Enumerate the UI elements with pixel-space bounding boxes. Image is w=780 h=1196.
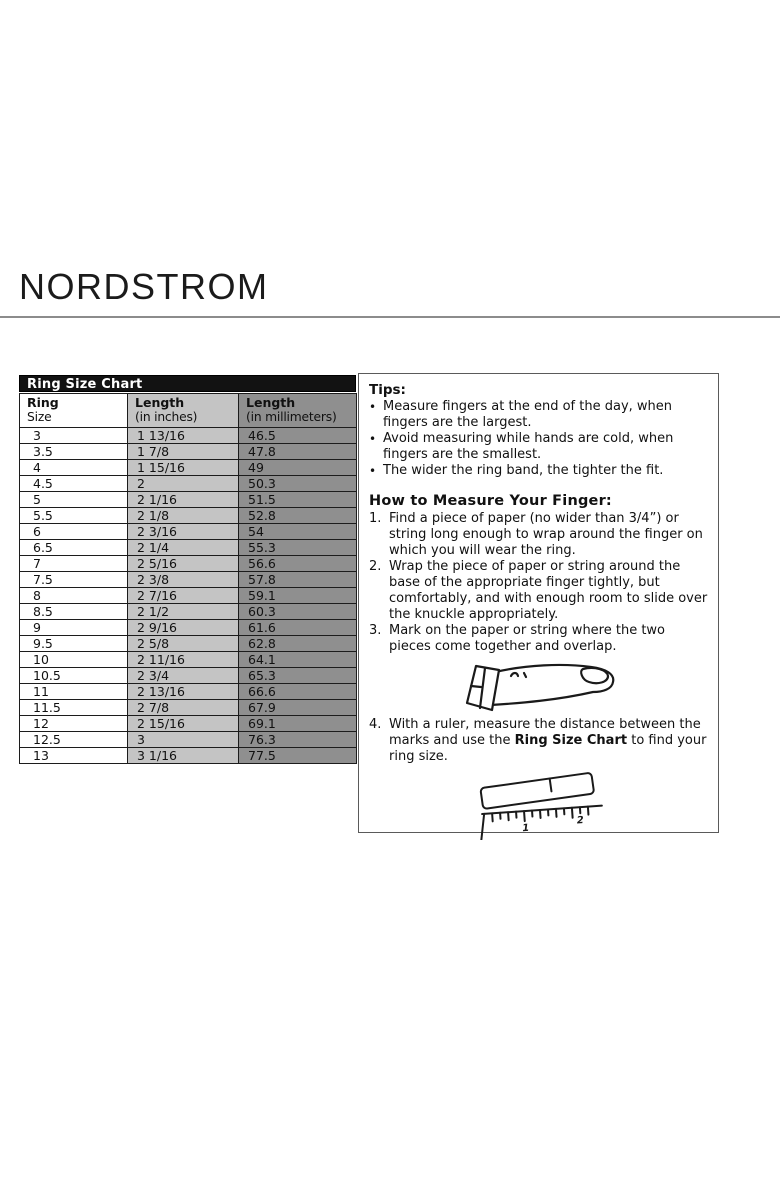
ring-size-cell: 6	[20, 524, 128, 540]
length-mm-cell: 62.8	[239, 636, 357, 652]
chart-title: Ring Size Chart	[19, 375, 356, 392]
step-text: With a ruler, measure the distance between the marks and use the Ring Size Chart to find your ring size.	[389, 717, 707, 764]
column-header-length-mm	[239, 394, 357, 428]
tip-text: Avoid measuring while hands are cold, when fingers are the smallest.	[383, 431, 674, 462]
ring-size-cell: 9	[20, 620, 128, 636]
length-inches-cell: 2 9/16	[128, 620, 239, 636]
length-mm-cell: 56.6	[239, 556, 357, 572]
length-inches-cell: 2 11/16	[128, 652, 239, 668]
table-row	[20, 524, 357, 540]
table-row	[20, 588, 357, 604]
length-mm-cell: 65.3	[239, 668, 357, 684]
column-label: Length	[135, 395, 185, 410]
step-number: 3.	[369, 623, 382, 638]
ring-size-cell: 5	[20, 492, 128, 508]
ring-size-cell: 3.5	[20, 444, 128, 460]
bullet-icon: •	[369, 464, 377, 478]
column-sublabel: (in millimeters)	[246, 410, 337, 424]
length-mm-cell: 54	[239, 524, 357, 540]
length-mm-cell: 50.3	[239, 476, 357, 492]
step-text: Find a piece of paper (no wider than 3/4”) or string long enough to wrap around the finger on which you will wear the ring.	[389, 511, 703, 558]
ring-size-chart	[19, 375, 356, 764]
length-mm-cell: 46.5	[239, 428, 357, 444]
ring-size-cell: 4.5	[20, 476, 128, 492]
nordstrom-logo: NORDSTROM	[19, 266, 269, 307]
ring-size-cell: 11.5	[20, 700, 128, 716]
ring-size-cell: 11	[20, 684, 128, 700]
length-mm-cell: 52.8	[239, 508, 357, 524]
table-row	[20, 668, 357, 684]
step-number: 2.	[369, 559, 382, 574]
table-row	[20, 428, 357, 444]
length-inches-cell: 2 3/8	[128, 572, 239, 588]
ring-size-cell: 12.5	[20, 732, 128, 748]
howto-step	[369, 717, 710, 765]
table-row	[20, 636, 357, 652]
tip-item	[369, 463, 710, 479]
finger-measure-illustration	[454, 659, 626, 715]
ring-size-cell: 3	[20, 428, 128, 444]
column-sublabel: (in inches)	[135, 410, 198, 424]
length-inches-cell: 2 3/16	[128, 524, 239, 540]
tip-item	[369, 399, 710, 431]
length-mm-cell: 76.3	[239, 732, 357, 748]
column-header-ring-size	[20, 394, 128, 428]
length-inches-cell: 1 7/8	[128, 444, 239, 460]
step-text: Wrap the piece of paper or string around the base of the appropriate finger tightly, but comfortably, and with enough room to slide over the knuckle appropriately.	[389, 559, 708, 622]
table-header-row	[20, 394, 357, 428]
length-mm-cell: 49	[239, 460, 357, 476]
instructions-panel	[358, 373, 719, 833]
length-mm-cell: 57.8	[239, 572, 357, 588]
ring-size-cell: 7.5	[20, 572, 128, 588]
length-inches-cell: 3 1/16	[128, 748, 239, 764]
length-mm-cell: 59.1	[239, 588, 357, 604]
length-inches-cell: 2 1/4	[128, 540, 239, 556]
table-row	[20, 604, 357, 620]
table-row	[20, 460, 357, 476]
table-row	[20, 540, 357, 556]
length-inches-cell: 2 1/16	[128, 492, 239, 508]
column-sublabel: Size	[27, 410, 52, 424]
table-row	[20, 508, 357, 524]
length-inches-cell: 1 15/16	[128, 460, 239, 476]
ring-size-cell: 4	[20, 460, 128, 476]
length-inches-cell: 2 7/8	[128, 700, 239, 716]
length-inches-cell: 3	[128, 732, 239, 748]
bullet-icon: •	[369, 432, 377, 446]
ring-size-cell: 8	[20, 588, 128, 604]
ring-size-table	[19, 393, 357, 764]
tip-item	[369, 431, 710, 463]
table-row	[20, 652, 357, 668]
length-mm-cell: 51.5	[239, 492, 357, 508]
table-row	[20, 700, 357, 716]
table-row	[20, 620, 357, 636]
tips-list	[369, 399, 710, 479]
length-inches-cell: 2 1/2	[128, 604, 239, 620]
ring-size-cell: 7	[20, 556, 128, 572]
ring-size-cell: 5.5	[20, 508, 128, 524]
table-row	[20, 556, 357, 572]
howto-step-4	[369, 717, 710, 765]
length-inches-cell: 2 1/8	[128, 508, 239, 524]
length-mm-cell: 67.9	[239, 700, 357, 716]
length-inches-cell: 2	[128, 476, 239, 492]
column-label: Ring	[27, 395, 59, 410]
tips-heading: Tips:	[369, 382, 406, 398]
step-number: 1.	[369, 511, 382, 526]
table-row	[20, 444, 357, 460]
ring-size-cell: 12	[20, 716, 128, 732]
ring-size-cell: 9.5	[20, 636, 128, 652]
ring-size-cell: 10	[20, 652, 128, 668]
length-inches-cell: 2 13/16	[128, 684, 239, 700]
ruler-number-1: 1	[521, 822, 530, 835]
howto-heading: How to Measure Your Finger:	[369, 493, 612, 509]
length-mm-cell: 64.1	[239, 652, 357, 668]
length-mm-cell: 69.1	[239, 716, 357, 732]
length-inches-cell: 2 5/16	[128, 556, 239, 572]
ruler-number-2: 2	[575, 814, 584, 827]
header-divider	[0, 316, 780, 318]
table-row	[20, 476, 357, 492]
ring-size-cell: 8.5	[20, 604, 128, 620]
howto-step	[369, 511, 710, 559]
howto-steps-1-3	[369, 511, 710, 655]
step-text: Mark on the paper or string where the two pieces come together and overlap.	[389, 623, 666, 654]
length-mm-cell: 55.3	[239, 540, 357, 556]
ring-size-cell: 6.5	[20, 540, 128, 556]
table-row	[20, 684, 357, 700]
bullet-icon: •	[369, 400, 377, 414]
column-label: Length	[246, 395, 296, 410]
length-mm-cell: 60.3	[239, 604, 357, 620]
length-mm-cell: 77.5	[239, 748, 357, 764]
howto-step	[369, 623, 710, 655]
table-row	[20, 572, 357, 588]
length-inches-cell: 2 15/16	[128, 716, 239, 732]
length-inches-cell: 2 5/8	[128, 636, 239, 652]
length-mm-cell: 47.8	[239, 444, 357, 460]
length-mm-cell: 61.6	[239, 620, 357, 636]
howto-step	[369, 559, 710, 623]
step-number: 4.	[369, 717, 382, 732]
length-mm-cell: 66.6	[239, 684, 357, 700]
length-inches-cell: 1 13/16	[128, 428, 239, 444]
tip-text: The wider the ring band, the tighter the fit.	[383, 463, 664, 478]
table-row	[20, 716, 357, 732]
length-inches-cell: 2 7/16	[128, 588, 239, 604]
column-header-length-inches	[128, 394, 239, 428]
table-row	[20, 732, 357, 748]
table-row	[20, 492, 357, 508]
ring-size-cell: 13	[20, 748, 128, 764]
table-row	[20, 748, 357, 764]
ring-size-cell: 10.5	[20, 668, 128, 684]
tip-text: Measure fingers at the end of the day, when fingers are the largest.	[383, 399, 673, 430]
length-inches-cell: 2 3/4	[128, 668, 239, 684]
ruler-illustration	[470, 766, 610, 840]
